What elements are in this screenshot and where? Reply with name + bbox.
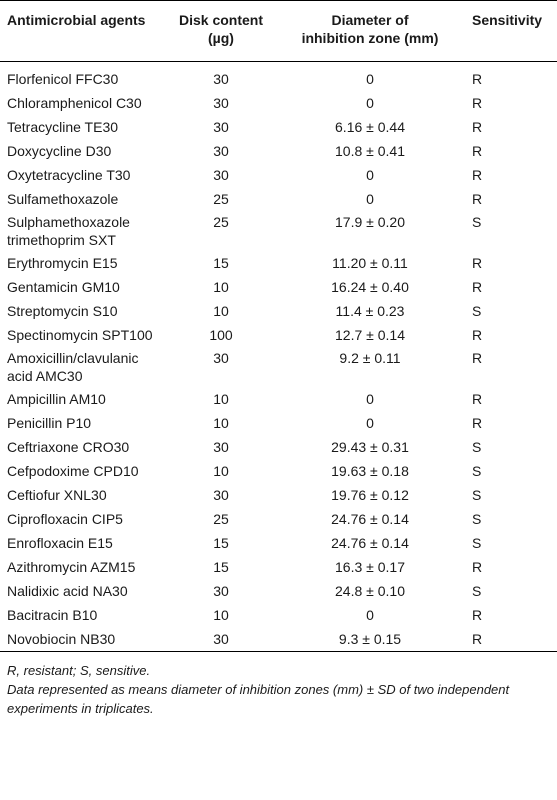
header-diameter-line1: Diameter of — [331, 12, 409, 28]
table-row — [0, 187, 557, 211]
cell-agent — [7, 115, 118, 139]
cell-agent — [7, 531, 113, 555]
cell-agent-line: Sulphamethoxazole — [7, 214, 130, 230]
cell-disk-content: 10 — [213, 303, 229, 319]
table-row — [0, 323, 557, 347]
cell-agent — [7, 139, 111, 163]
table-header — [0, 1, 557, 61]
cell-agent-line: Chloramphenicol C30 — [7, 95, 142, 111]
cell-agent-line: Ceftiofur XNL30 — [7, 487, 107, 503]
cell-disk-content: 25 — [213, 214, 229, 230]
cell-agent-line: Erythromycin E15 — [7, 255, 118, 271]
table-row — [0, 435, 557, 459]
table-row — [0, 627, 557, 651]
cell-disk-content: 10 — [213, 391, 229, 407]
cell-diameter: 0 — [366, 607, 374, 623]
table-row — [0, 555, 557, 579]
cell-agent — [7, 435, 129, 459]
cell-diameter: 17.9 ± 0.20 — [335, 214, 405, 230]
cell-diameter: 16.24 ± 0.40 — [331, 279, 409, 295]
cell-agent-line: Tetracycline TE30 — [7, 119, 119, 135]
cell-diameter: 16.3 ± 0.17 — [335, 559, 405, 575]
cell-sensitivity: R — [472, 279, 483, 295]
cell-agent-line: Streptomycin S10 — [7, 303, 118, 319]
cell-agent — [7, 603, 97, 627]
cell-diameter: 0 — [366, 191, 374, 207]
cell-diameter: 11.4 ± 0.23 — [335, 303, 405, 319]
header-disk-content — [176, 11, 266, 47]
cell-sensitivity: R — [472, 391, 483, 407]
cell-diameter: 24.76 ± 0.14 — [331, 511, 409, 527]
cell-agent — [7, 187, 118, 211]
header-sensitivity: Sensitivity — [472, 12, 543, 28]
cell-agent — [7, 579, 128, 603]
cell-agent — [7, 349, 139, 385]
table-row — [0, 211, 557, 251]
cell-disk-content: 30 — [213, 583, 229, 599]
cell-agent — [7, 163, 130, 187]
table-row — [0, 163, 557, 187]
cell-sensitivity: R — [472, 119, 483, 135]
cell-agent — [7, 323, 153, 347]
header-disk-line2: (µg) — [208, 30, 234, 46]
cell-agent-line: Ceftriaxone CRO30 — [7, 439, 130, 455]
table-body — [0, 62, 557, 651]
table-row — [0, 579, 557, 603]
cell-sensitivity: S — [472, 303, 482, 319]
table-row — [0, 603, 557, 627]
header-disk-line1: Disk content — [178, 12, 263, 28]
cell-agent — [7, 627, 115, 651]
cell-disk-content: 30 — [213, 350, 229, 366]
cell-sensitivity: R — [472, 95, 483, 111]
table-row — [0, 411, 557, 435]
cell-disk-content: 100 — [209, 327, 233, 343]
header-agent: Antimicrobial agents — [7, 12, 146, 28]
cell-agent-line: Spectinomycin SPT100 — [7, 327, 153, 343]
cell-agent-line: Gentamicin GM10 — [7, 279, 120, 295]
cell-agent-line: Amoxicillin/clavulanic — [7, 350, 139, 366]
cell-disk-content: 30 — [213, 119, 229, 135]
cell-agent-line: Enrofloxacin E15 — [7, 535, 113, 551]
cell-agent — [7, 213, 130, 249]
cell-agent — [7, 275, 120, 299]
cell-agent-line: Novobiocin NB30 — [7, 631, 116, 647]
table-row — [0, 251, 557, 275]
cell-agent — [7, 251, 117, 275]
cell-diameter: 0 — [366, 71, 374, 87]
cell-sensitivity: S — [472, 487, 482, 503]
cell-agent-line: Oxytetracycline T30 — [7, 167, 131, 183]
cell-disk-content: 30 — [213, 487, 229, 503]
cell-agent-line: Cefpodoxime CPD10 — [7, 463, 139, 479]
cell-agent — [7, 91, 142, 115]
cell-diameter: 0 — [366, 391, 374, 407]
footnote-data-line1: Data represented as means diameter of inhibition zones (mm) ± SD of two independent — [7, 682, 510, 697]
cell-diameter: 9.3 ± 0.15 — [338, 631, 402, 647]
cell-diameter: 6.16 ± 0.44 — [335, 119, 405, 135]
cell-disk-content: 30 — [213, 71, 229, 87]
cell-diameter: 19.76 ± 0.12 — [331, 487, 409, 503]
cell-sensitivity: R — [472, 607, 483, 623]
cell-sensitivity: S — [472, 439, 482, 455]
table-row — [0, 275, 557, 299]
header-diameter — [290, 11, 450, 47]
table-row — [0, 67, 557, 91]
cell-sensitivity: R — [472, 327, 483, 343]
cell-agent — [7, 299, 118, 323]
cell-disk-content: 10 — [213, 463, 229, 479]
cell-agent-line: Sulfamethoxazole — [7, 191, 119, 207]
cell-agent — [7, 67, 118, 91]
cell-agent-line: trimethoprim SXT — [7, 232, 116, 248]
cell-sensitivity: S — [472, 535, 482, 551]
table-row — [0, 347, 557, 387]
cell-sensitivity: R — [472, 631, 483, 647]
cell-diameter: 0 — [366, 415, 374, 431]
cell-diameter: 19.63 ± 0.18 — [331, 463, 409, 479]
cell-agent — [7, 459, 139, 483]
cell-agent-line: Bacitracin B10 — [7, 607, 98, 623]
cell-diameter: 12.7 ± 0.14 — [335, 327, 405, 343]
footnote-abbrev: R, resistant; S, sensitive. — [7, 663, 151, 678]
cell-disk-content: 30 — [213, 167, 229, 183]
cell-agent-line: Doxycycline D30 — [7, 143, 112, 159]
cell-sensitivity: R — [472, 191, 483, 207]
cell-sensitivity: R — [472, 255, 483, 271]
table-row — [0, 139, 557, 163]
cell-sensitivity: S — [472, 214, 482, 230]
cell-diameter: 0 — [366, 95, 374, 111]
cell-sensitivity: S — [472, 511, 482, 527]
cell-disk-content: 30 — [213, 631, 229, 647]
cell-sensitivity: R — [472, 559, 483, 575]
table-row — [0, 459, 557, 483]
cell-agent-line: Florfenicol FFC30 — [7, 71, 119, 87]
table-footnotes — [0, 652, 557, 718]
cell-sensitivity: S — [472, 583, 482, 599]
cell-diameter: 29.43 ± 0.31 — [331, 439, 409, 455]
cell-sensitivity: R — [472, 71, 483, 87]
cell-disk-content: 25 — [213, 511, 229, 527]
cell-disk-content: 10 — [213, 279, 229, 295]
cell-agent-line: Ciprofloxacin CIP5 — [7, 511, 123, 527]
cell-diameter: 11.20 ± 0.11 — [332, 255, 408, 271]
cell-disk-content: 30 — [213, 143, 229, 159]
table-row — [0, 387, 557, 411]
cell-agent — [7, 555, 135, 579]
cell-diameter: 24.76 ± 0.14 — [331, 535, 409, 551]
cell-disk-content: 30 — [213, 439, 229, 455]
cell-agent-line: acid AMC30 — [7, 368, 83, 384]
cell-disk-content: 30 — [213, 95, 229, 111]
cell-disk-content: 15 — [213, 559, 229, 575]
cell-agent-line: Azithromycin AZM15 — [7, 559, 136, 575]
table-row — [0, 115, 557, 139]
cell-sensitivity: R — [472, 167, 483, 183]
header-diameter-line2: inhibition zone (mm) — [301, 30, 439, 46]
table-row — [0, 531, 557, 555]
table-row — [0, 91, 557, 115]
cell-diameter: 24.8 ± 0.10 — [335, 583, 405, 599]
footnote-data-line2: experiments in triplicates. — [7, 701, 154, 716]
cell-agent — [7, 507, 123, 531]
cell-disk-content: 15 — [213, 535, 229, 551]
cell-agent-line: Nalidixic acid NA30 — [7, 583, 128, 599]
cell-diameter: 0 — [366, 167, 374, 183]
table-row — [0, 507, 557, 531]
cell-agent — [7, 483, 107, 507]
cell-agent-line: Ampicillin AM10 — [7, 391, 106, 407]
cell-disk-content: 10 — [213, 607, 229, 623]
cell-sensitivity: S — [472, 463, 482, 479]
cell-disk-content: 10 — [213, 415, 229, 431]
table-row — [0, 483, 557, 507]
cell-sensitivity: R — [472, 143, 483, 159]
cell-diameter: 9.2 ± 0.11 — [339, 350, 401, 366]
cell-agent — [7, 411, 91, 435]
cell-sensitivity: R — [472, 350, 483, 366]
cell-diameter: 10.8 ± 0.41 — [335, 143, 405, 159]
cell-disk-content: 25 — [213, 191, 229, 207]
cell-disk-content: 15 — [213, 255, 229, 271]
cell-agent — [7, 387, 106, 411]
cell-agent-line: Penicillin P10 — [7, 415, 92, 431]
cell-sensitivity: R — [472, 415, 483, 431]
table-row — [0, 299, 557, 323]
